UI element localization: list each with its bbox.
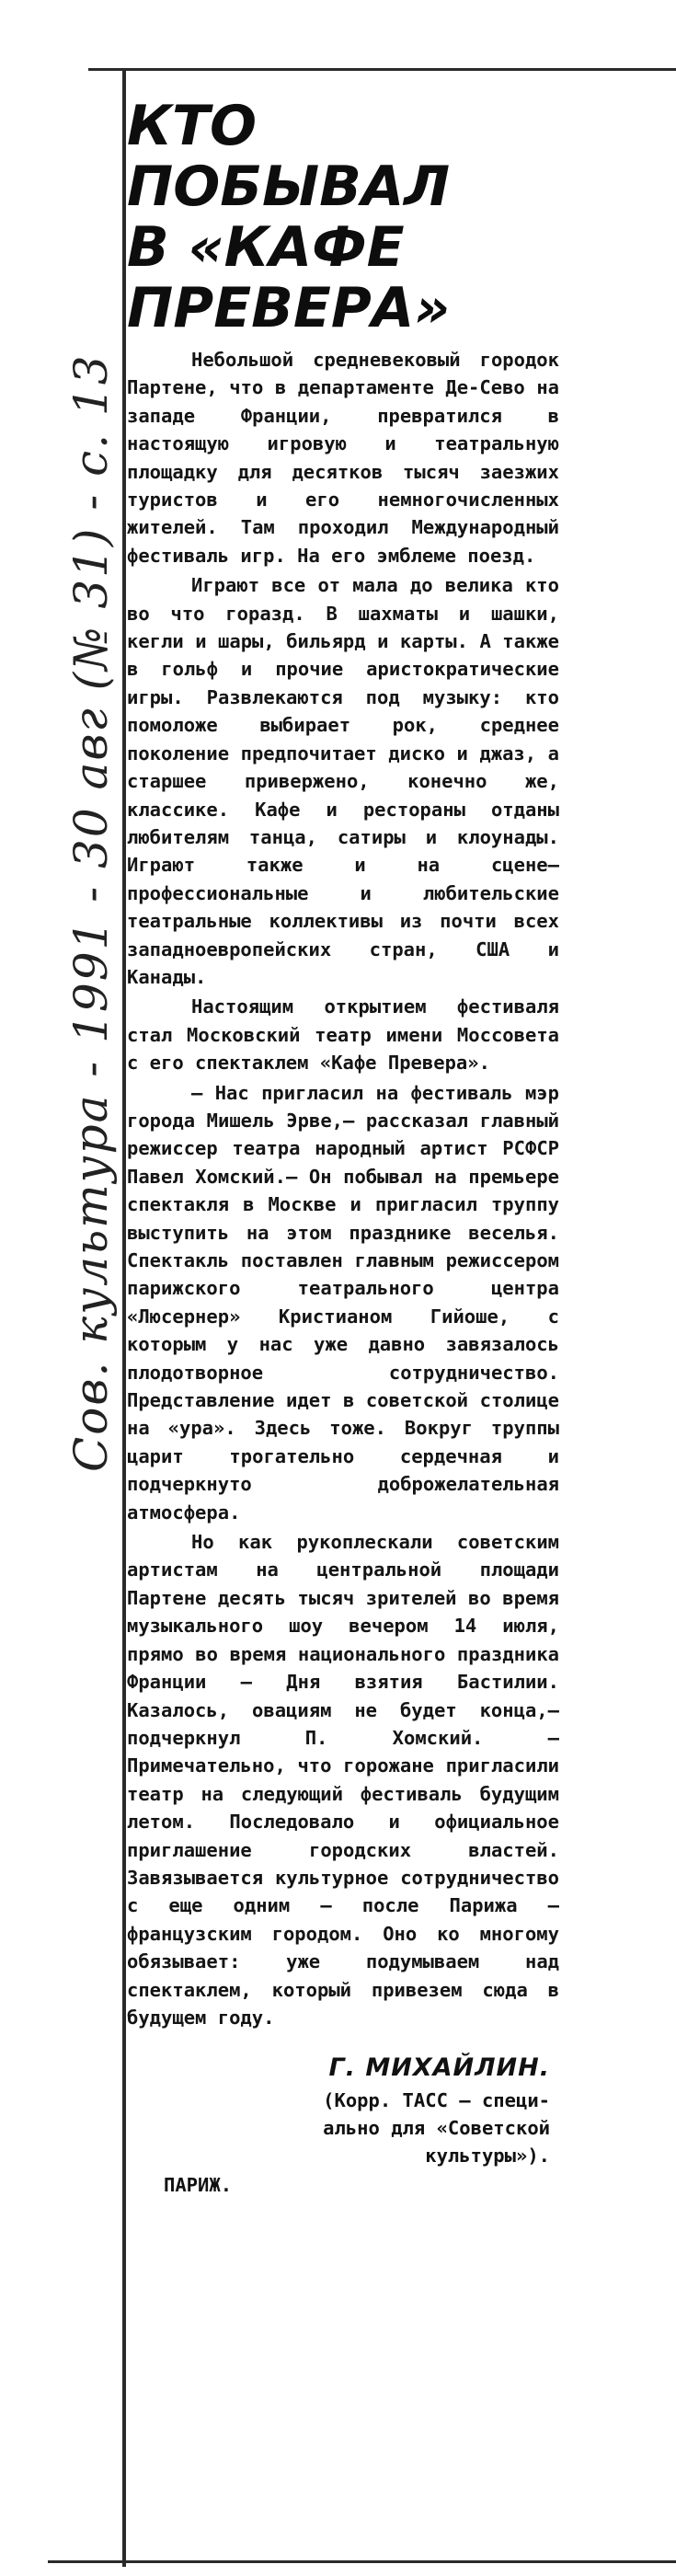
article-paragraph: Играют все от мала до велика кто во что горазд. В шахматы и шашки, кегли и шары, бильярд и карты. А также в гольф и прочие аристократические игры. Развлекаются под музыку: кто помоложе выбирает рок, среднее поколение предпочитает диско и джаз, а старшее привержено, конечно же, классике. Кафе и рестораны отданы любителям танца, сатиры и клоунады. Играют также и на сцене— профессиональные и любительские театральные коллективы из почти всех западноевропейских стран, США и Канады. xyxy=(127,574,559,988)
headline-line: КТО ПОБЫВАЛ xyxy=(127,94,451,219)
author-name: Г. МИХАЙЛИН. xyxy=(328,2053,550,2083)
article-paragraph: Настоящим открытием фестиваля стал Московский театр имени Моссовета с его спектаклем «Кафе Превера». xyxy=(127,995,559,1075)
article-signature xyxy=(127,2050,559,2199)
author-note-line: (Корр. ТАСС — специ- xyxy=(323,2089,550,2112)
scan-border-bottom xyxy=(48,2560,676,2563)
headline-line: В «КАФЕ xyxy=(127,215,405,280)
article-paragraph: Небольшой средневековый городок Партене, что в департаменте Де-Сево на западе Франции, превратился в настоящую игровую и театральную площадку для десятков тысяч заезжих туристов и его немногочисленных жителей. Там проходил Международный фестиваль игр. На его эмблеме поезд. xyxy=(127,349,559,567)
scan-border-top xyxy=(88,68,676,71)
author-note-line: культуры»). xyxy=(425,2145,550,2168)
article-headline xyxy=(127,96,559,339)
author-note-line: ально для «Советской xyxy=(323,2117,550,2140)
newspaper-clipping xyxy=(127,96,559,2199)
article-paragraph: — Нас пригласил на фестиваль мэр города Мишель Эрве,— рассказал главный режиссер театра народный артист РСФСР Павел Хомский.— Он побывал на премьере спектакля в Москве и пригласил труппу выступить на этом празднике веселья. Спектакль поставлен главным режиссером парижского театрального центра «Люсернер» Кристианом Гийоше, с которым у нас уже давно завязалось плодотворное сотрудничество. Представление идет в советской столице на «ура». Здесь тоже. Вокруг труппы царит трогательно сердечная и подчеркнуто доброжелательная атмосфера. xyxy=(127,1081,559,1524)
dateline-city: ПАРИЖ. xyxy=(164,2174,233,2197)
article-paragraph: Но как рукоплескали советским артистам на центральной площади Партене десять тысяч зрителей во время музыкального шоу вечером 14 июля, прямо во время национального праздника Франции — Дня взятия Бастилии. Казалось, овациям не будет конца,— подчеркнул П. Хомский. — Примечательно, что горожане пригласили театр на следующий фестиваль будущим летом. Последовало и официальное приглашение городских властей. Завязывается культурное сотрудничество с еще одним — после Парижа — французским городом. Оно ко многому обязывает: уже подумываем над спектаклем, который привезем сюда в будущем году. xyxy=(127,1531,559,2029)
headline-line: ПРЕВЕРА» xyxy=(127,276,451,340)
scan-border-left xyxy=(122,68,126,2567)
handwritten-archive-note: Сов. культура - 1991 - 30 авг (№ 31) - с. 13 xyxy=(64,353,118,1472)
